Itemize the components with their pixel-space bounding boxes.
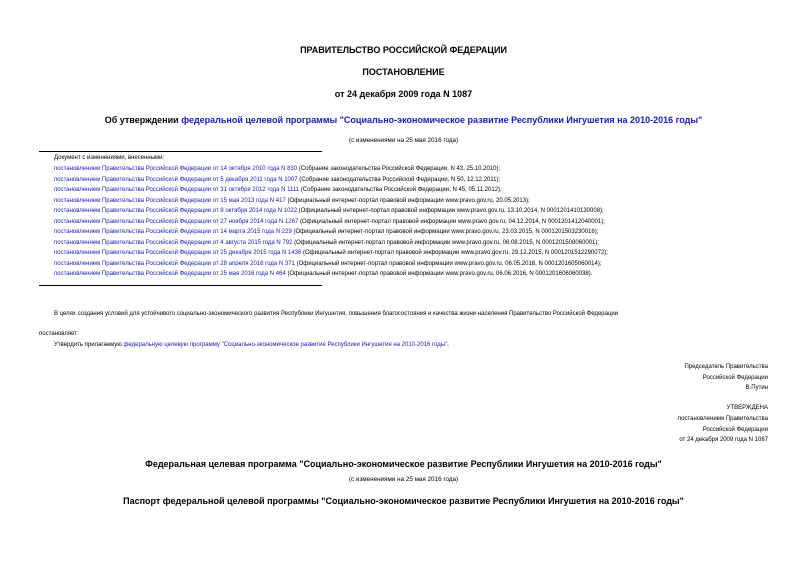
signature-line-2: Российской Федерации <box>702 375 768 381</box>
change-source: (Официальный интернет-портал правовой информации www.pravo.gov.ru, 23.03.2015, N 0001201503230016); <box>291 229 599 235</box>
change-decree-link[interactable]: постановлением Правительства Российской Федерации от 4 августа 2015 года N 792 <box>54 239 293 246</box>
passport-title: Паспорт федеральной целевой программы "Социально-экономическое развитие Республики Ингушетия на 2010-2016 годы" <box>123 496 684 506</box>
change-source: (Официальный интернет-портал правовой информации www.pravo.gov.ru, 29.12.2015, N 0001201512290072); <box>301 250 608 256</box>
change-decree-link[interactable]: постановлением Правительства Российской Федерации от 5 декабря 2011 года N 1007 <box>54 176 298 183</box>
change-decree-link[interactable]: постановлением Правительства Российской Федерации от 28 апреля 2016 года N 371 <box>54 260 295 267</box>
doc-type-heading: ПОСТАНОВЛЕНИЕ <box>362 67 445 77</box>
change-source: (Официальный интернет-портал правовой информации www.pravo.gov.ru, 13.10.2014, N 0001201410130008); <box>297 208 604 214</box>
change-item <box>54 219 605 225</box>
changes-top-rule <box>39 151 322 152</box>
title-prefix: Об утверждении <box>104 115 182 125</box>
changes-intro: Документ с изменениями, внесенными: <box>54 155 165 161</box>
signature-name: В.Путин <box>745 385 768 391</box>
change-decree-link[interactable]: постановлением Правительства Российской Федерации от 25 мая 2016 года N 464 <box>54 271 286 277</box>
approved-stamp: УТВЕРЖДЕНА <box>726 405 768 411</box>
change-decree-link[interactable]: постановлением Правительства Российской Федерации от 27 ноября 2014 года N 1267 <box>54 218 299 225</box>
change-source: (Собрание законодательства Российской Федерации, N 43, 25.10.2010); <box>297 166 501 172</box>
title-program-link[interactable]: федеральной целевой программы "Социально-экономическое развитие Республики Ингушетия на 2010-2016 годы" <box>181 115 703 125</box>
purpose-paragraph: В целях создания условий для устойчивого социально-экономического развития Республики Ингушетия, повышения благосостояния и качества жизни населения Правительство Российской Федерации <box>54 311 619 317</box>
change-item <box>54 177 500 183</box>
approve-program-link[interactable]: федеральную целевую программу "Социально-экономическое развитие Республики Ингушетия на 2010-2016 годы" <box>123 342 448 348</box>
program-title: Федеральная целевая программа "Социально-экономическое развитие Республики Ингушетия на 2010-2016 годы" <box>145 459 662 469</box>
approve-paragraph <box>54 342 449 348</box>
change-source: (Официальный интернет-портал правовой информации www.pravo.gov.ru, 06.08.2015, N 0001201508060001); <box>292 239 600 246</box>
approved-date: от 24 декабря 2009 года N 1087 <box>679 437 768 443</box>
approved-line-3: Российской Федерации <box>702 427 768 433</box>
change-item <box>54 166 500 172</box>
document-title <box>0 115 807 125</box>
signature-line-1: Председатель Правительства <box>684 364 768 370</box>
change-decree-link[interactable]: постановлением Правительства Российской Федерации от 25 декабря 2015 года N 1436 <box>54 250 302 256</box>
change-item <box>54 187 502 193</box>
change-source: (Официальный интернет-портал правовой информации www.pravo.gov.ru, 04.12.2014, N 0001201412040001); <box>298 218 605 225</box>
approve-suffix: . <box>447 342 449 348</box>
change-item <box>54 271 592 277</box>
change-decree-link[interactable]: постановлением Правительства Российской Федерации от 14 марта 2015 года N 229 <box>54 229 292 235</box>
change-item <box>54 250 608 256</box>
doc-date-line: от 24 декабря 2009 года N 1087 <box>334 89 473 99</box>
decrees-word: постановляет: <box>39 331 79 337</box>
approved-line-2: постановлением Правительства <box>677 416 768 422</box>
change-decree-link[interactable]: постановлением Правительства Российской Федерации от 8 октября 2014 года N 1022 <box>54 208 298 214</box>
title-amendment-note: (с изменениями на 25 мая 2016 года) <box>348 137 459 144</box>
change-source: (Официальный интернет-портал правовой информации www.pravo.gov.ru, 06.06.2016, N 0001201606060038). <box>285 271 593 277</box>
changes-bottom-rule <box>39 285 322 286</box>
change-source: (Собрание законодательства Российской Федерации, N 50, 12.12.2011); <box>297 176 501 183</box>
change-decree-link[interactable]: постановлением Правительства Российской Федерации от 14 октября 2010 года N 830 <box>54 166 298 172</box>
program-amendment-note: (с изменениями на 25 мая 2016 года) <box>348 476 459 483</box>
change-source: (Официальный интернет-портал правовой информации www.pravo.gov.ru, 20.05.2013); <box>285 197 530 204</box>
change-decree-link[interactable]: постановлением Правительства Российской Федерации от 15 мая 2013 года N 417 <box>54 197 286 204</box>
government-heading: ПРАВИТЕЛЬСТВО РОССИЙСКОЙ ФЕДЕРАЦИИ <box>300 45 507 55</box>
change-source: (Официальный интернет-портал правовой информации www.pravo.gov.ru, 06.05.2016, N 0001201605060014); <box>294 260 602 267</box>
change-item <box>54 240 599 246</box>
change-item <box>54 229 598 235</box>
change-item <box>54 208 604 214</box>
approve-prefix: Утвердить прилагаемую <box>54 342 124 348</box>
change-item <box>54 261 602 267</box>
change-source: (Собрание законодательства Российской Федерации, N 45, 05.11.2012); <box>299 187 502 193</box>
change-decree-link[interactable]: постановлением Правительства Российской Федерации от 31 октября 2012 года N 1111 <box>54 187 300 193</box>
change-item <box>54 198 530 204</box>
